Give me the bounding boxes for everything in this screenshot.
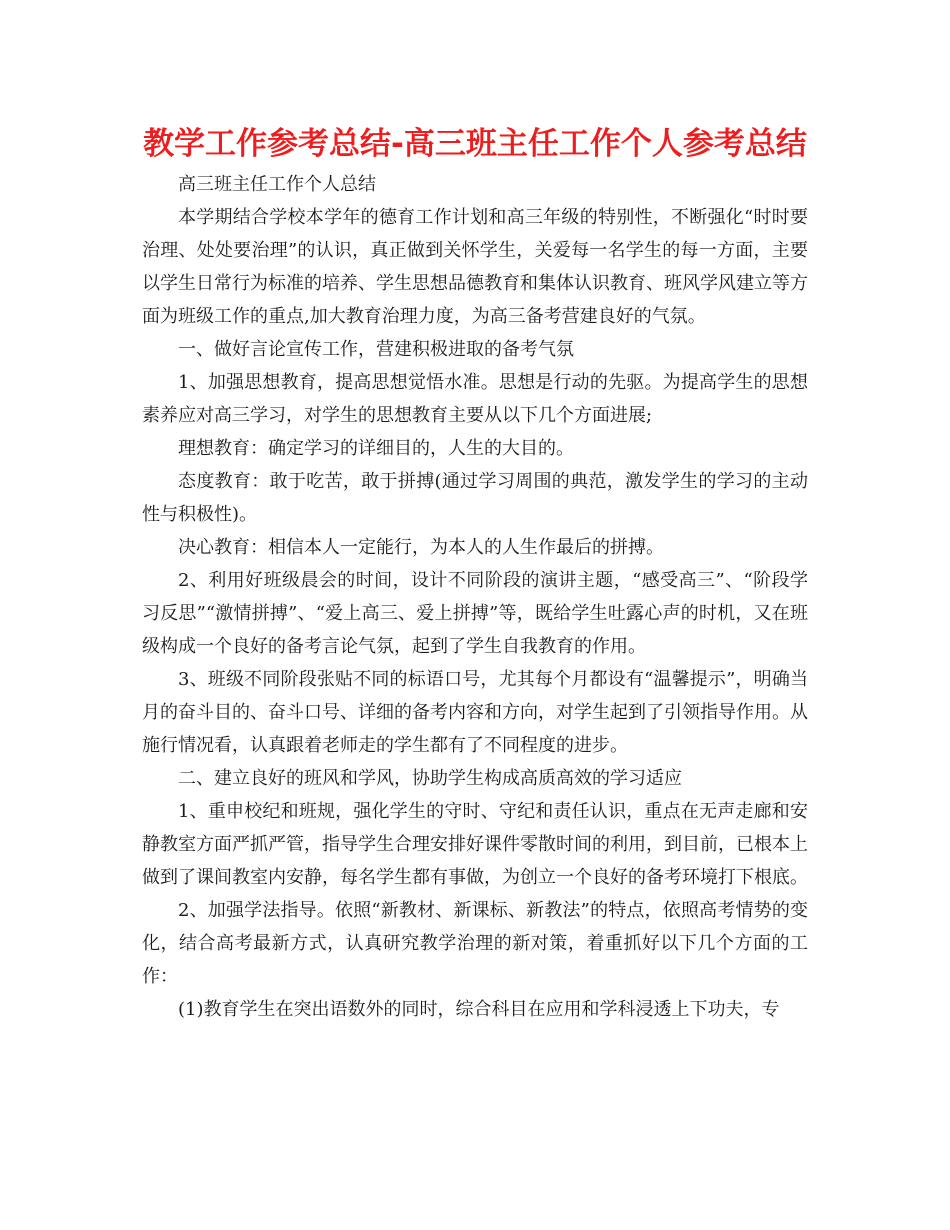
- paragraph: 3、班级不同阶段张贴不同的标语口号，尤其每个月都设有“温馨提示”，明确当月的奋斗目的、奋斗口号、详细的备考内容和方向，对学生起到了引领指导作用。从施行情况看，认真跟着老师走的学生都有了不同程度的进步。: [142, 669, 808, 756]
- paragraph: 本学期结合学校本学年的德育工作计划和高三年级的特别性，不断强化“时时要治理、处处要治理”的认识，真正做到关怀学生，关爱每一名学生的每一方面，主要以学生日常行为标准的培养、学生思想品德教育和集体认识教育、班风学风建立等方面为班级工作的重点,加大教育治理力度，为高三备考营建良好的气氛。: [142, 207, 808, 327]
- section-heading: 一、做好言论宣传工作，营建积极进取的备考气氛: [178, 339, 574, 360]
- paragraph: 理想教育：确定学习的详细目的，人生的大目的。: [178, 438, 574, 459]
- document-title: 教学工作参考总结-高三班主任工作个人参考总结: [143, 126, 807, 162]
- paragraph: 2、加强学法指导。依照“新教材、新课标、新教法”的特点，依照高考情势的变化，结合高考最新方式，认真研究教学治理的新对策，着重抓好以下几个方面的工作：: [142, 900, 808, 987]
- document-body: [142, 168, 808, 1026]
- paragraph: 1、重申校纪和班规，强化学生的守时、守纪和责任认识，重点在无声走廊和安静教室方面严抓严管，指导学生合理安排好课件零散时间的利用，到目前，已根本上做到了课间教室内安静，每名学生都有事做，为创立一个良好的备考环境打下根底。: [142, 801, 808, 888]
- paragraph: 态度教育：敢于吃苦，敢于拼搏(通过学习周围的典范，激发学生的学习的主动性与积极性)。: [142, 471, 808, 525]
- paragraph: 2、利用好班级晨会的时间，设计不同阶段的演讲主题，“感受高三”、“阶段学习反思”“激情拼搏”、“爱上高三、爱上拼搏”等，既给学生吐露心声的时机，又在班级构成一个良好的备考言论气氛，起到了学生自我教育的作用。: [142, 570, 808, 657]
- paragraph: (1)教育学生在突出语数外的同时，综合科目在应用和学科浸透上下功夫，专: [178, 999, 780, 1020]
- paragraph-subtitle: 高三班主任工作个人总结: [178, 174, 376, 195]
- section-heading: 二、建立良好的班风和学风，协助学生构成高质高效的学习适应: [178, 768, 682, 789]
- paragraph: 1、加强思想教育，提高思想觉悟水准。思想是行动的先驱。为提高学生的思想素养应对高三学习，对学生的思想教育主要从以下几个方面进展;: [142, 372, 808, 426]
- paragraph: 决心教育：相信本人一定能行，为本人的人生作最后的拼搏。: [178, 537, 664, 558]
